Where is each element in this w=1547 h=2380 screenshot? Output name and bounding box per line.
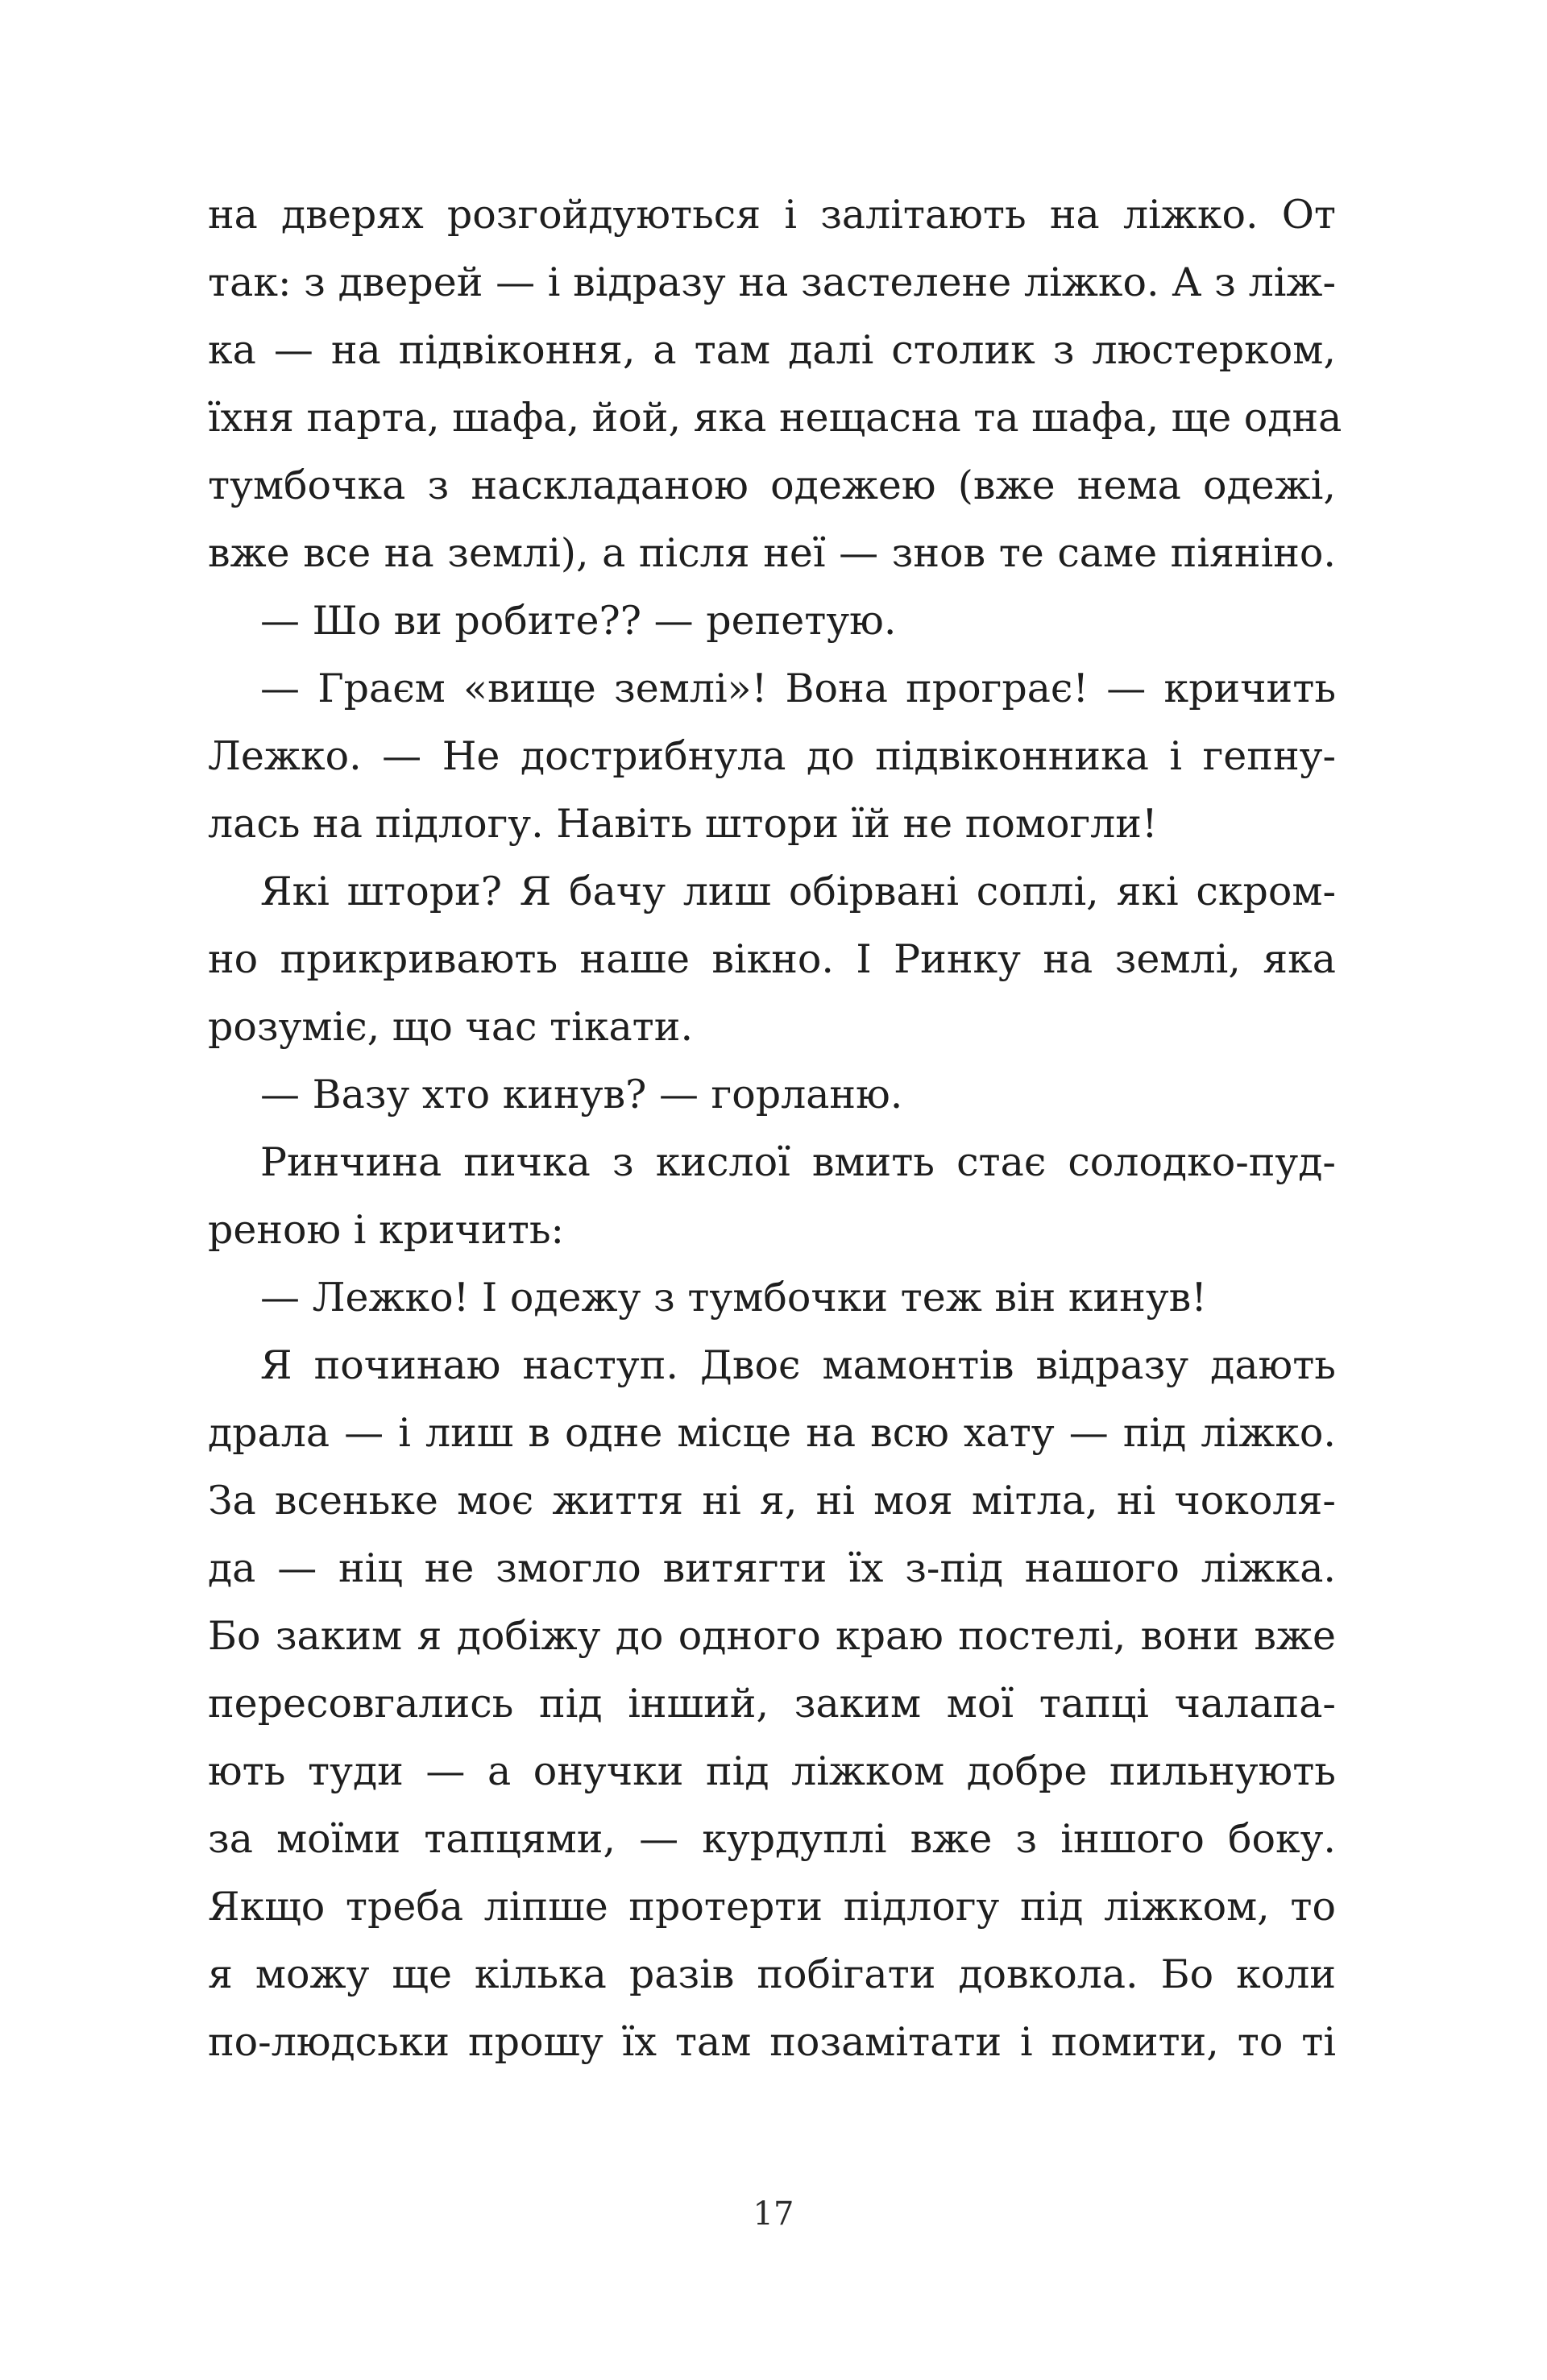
text-line: тумбочка з наскладаною одежею (вже нема одежі, [208,462,1336,508]
text-line: Які штори? Я бачу лиш обірвані соплі, які скром- [260,869,1336,914]
text-line: по-людськи прошу їх там позамітати і помити, то ті [208,2019,1336,2065]
text-line: я можу ще кілька разів побігати довкола. Бо коли [208,1951,1336,1997]
text-line: — Лежко! І одежу з тумбочки теж він кинув! [260,1275,1207,1321]
text-line: реною і кричить: [208,1207,565,1253]
text-line: розуміє, що час тікати. [208,1004,694,1050]
text-line: на дверях розгойдуються і залітають на ліжко. От [208,192,1336,238]
text-line: За всеньке моє життя ні я, ні моя мітла, ні чоколя- [208,1478,1336,1524]
text-line: їхня парта, шафа, йой, яка нещасна та шафа, ще одна [208,395,1342,441]
text-line: так: з дверей — і відразу на застелене ліжко. А з ліж- [208,259,1336,305]
text-line: да — ніц не змогло витягти їх з-під нашого ліжка. [208,1545,1336,1591]
text-line: — Вазу хто кинув? — горланю. [260,1072,903,1117]
text-line: за моїми тапцями, — курдуплі вже з іншого боку. [208,1816,1336,1862]
text-line: ють туди — а онучки під ліжком добре пильнують [208,1748,1336,1794]
page-number: 17 [753,2195,794,2233]
text-line: Якщо треба ліпше протерти підлогу під ліжком, то [208,1884,1336,1930]
text-line: Я починаю наступ. Двоє мамонтів відразу дають [260,1342,1336,1388]
text-line: — Граєм «вище землі»! Вона програє! — кричить [260,665,1336,711]
body-text [208,181,1342,2076]
text-line: Ринчина пичка з кислої вмить стає солодко-пуд- [260,1139,1336,1185]
text-line: — Шо ви робите?? — репетую. [260,598,897,644]
text-line: Лежко. — Не дострибнула до підвіконника і гепну- [208,733,1336,779]
text-line: драла — і лиш в одне місце на всю хату — під ліжко. [208,1410,1336,1456]
text-line: ка — на підвіконня, а там далі столик з люстерком, [208,327,1336,373]
text-line: пересовгались під інший, заким мої тапці чалапа- [208,1681,1336,1727]
text-line: лась на підлогу. Навіть штори їй не помогли! [208,801,1158,847]
text-line: вже все на землі), а після неї — знов те саме піяніно. [208,530,1336,576]
text-line: Бо заким я добіжу до одного краю постелі, вони вже [208,1613,1336,1659]
text-line: но прикривають наше вікно. І Ринку на землі, яка [208,936,1336,982]
